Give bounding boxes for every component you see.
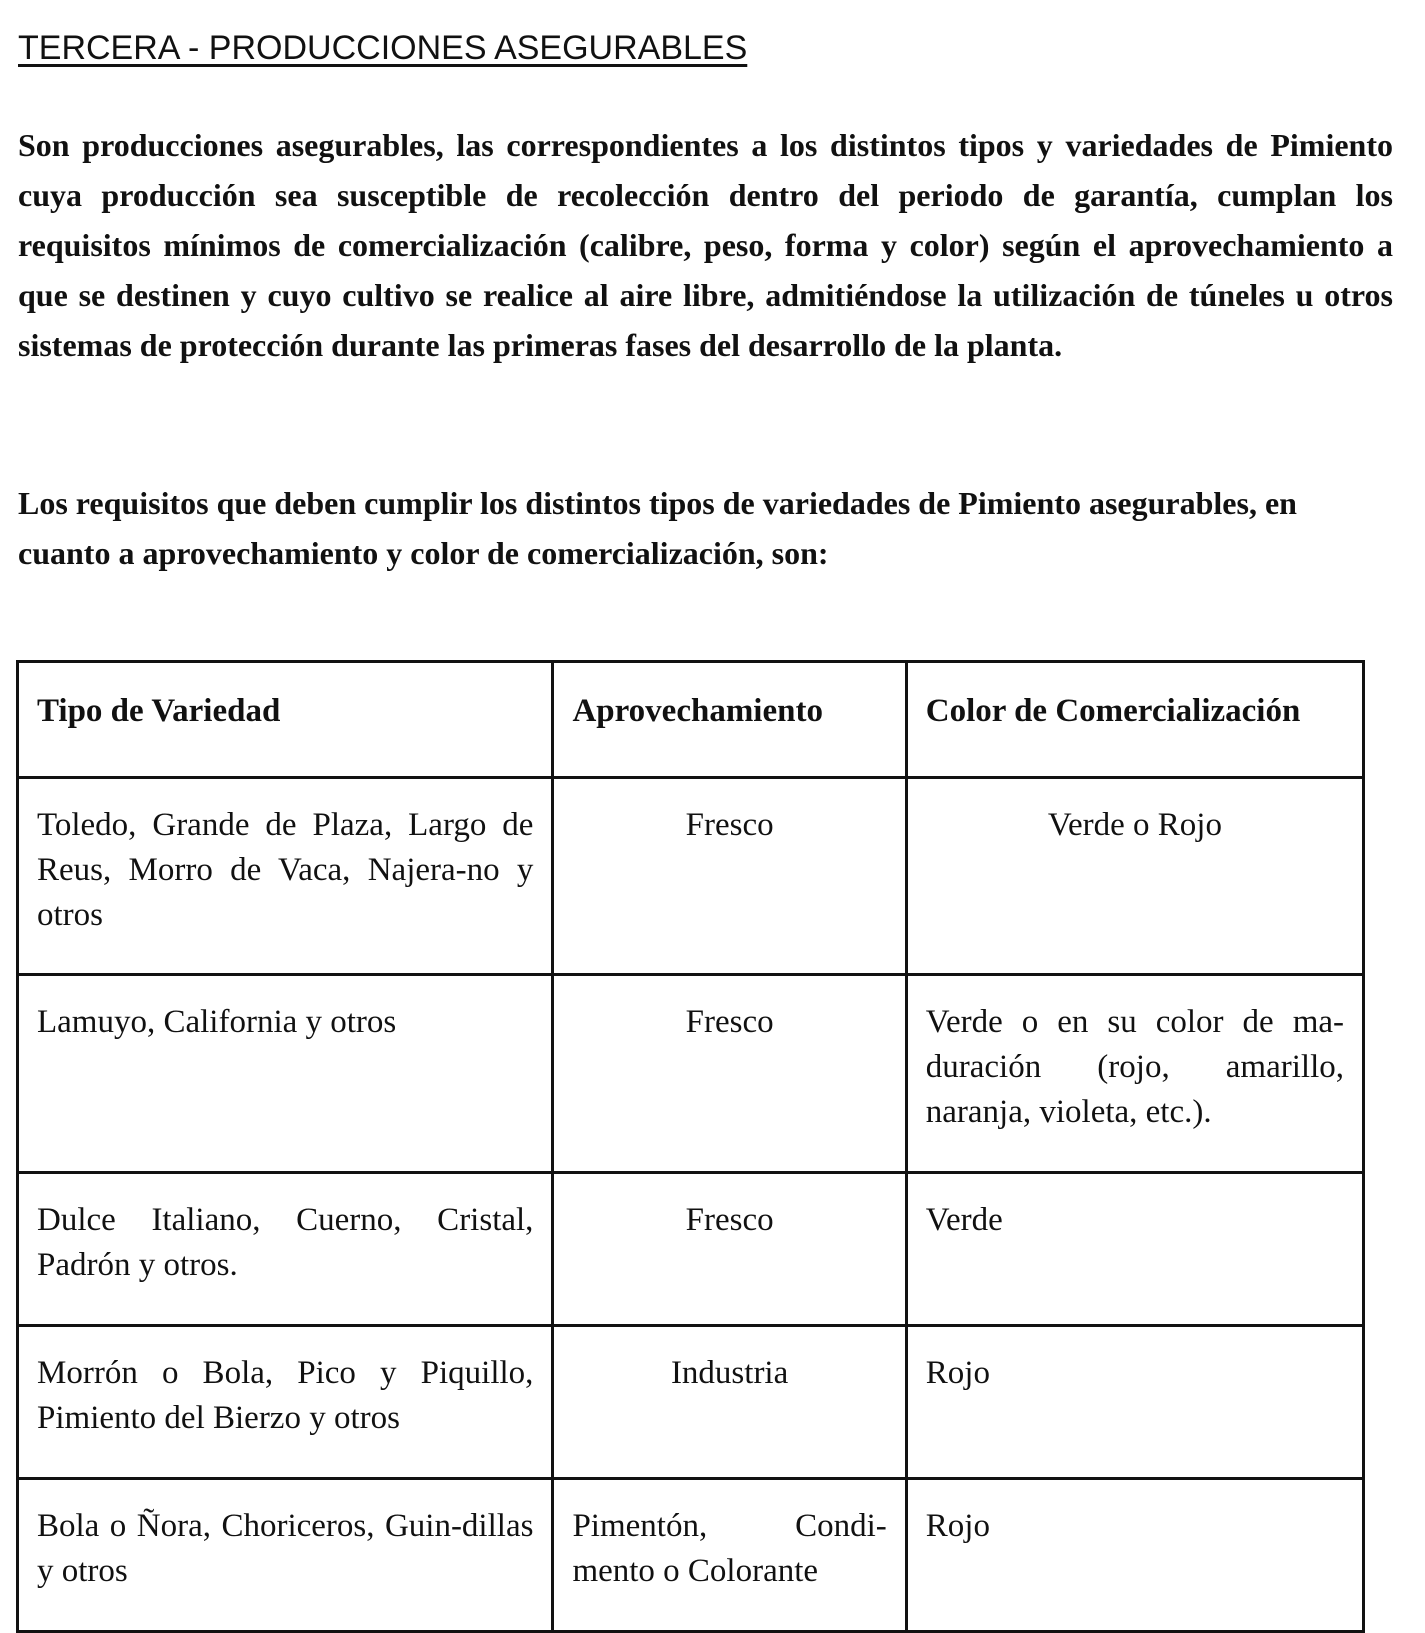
variety-cell: Dulce Italiano, Cuerno, Cristal, Padrón y otros. — [18, 1173, 553, 1326]
variety-cell: Lamuyo, California y otros — [18, 975, 553, 1173]
header-variety-type: Tipo de Variedad — [18, 662, 553, 778]
section-title: TERCERA - PRODUCCIONES ASEGURABLES — [18, 29, 748, 67]
varieties-table — [16, 660, 1365, 1633]
header-use: Aprovechamiento — [553, 662, 906, 778]
use-cell: Fresco — [553, 975, 906, 1173]
color-cell: Verde — [906, 1173, 1363, 1326]
table-row — [18, 1173, 1364, 1326]
header-commercial-color: Color de Comercialización — [906, 662, 1363, 778]
variety-cell: Morrón o Bola, Pico y Piquillo, Pimiento del Bierzo y otros — [18, 1326, 553, 1479]
color-cell: Verde o Rojo — [906, 778, 1363, 975]
use-cell: Industria — [553, 1326, 906, 1479]
use-cell: Fresco — [553, 778, 906, 975]
table-row — [18, 778, 1364, 975]
variety-cell: Toledo, Grande de Plaza, Largo de Reus, Morro de Vaca, Najera-no y otros — [18, 778, 553, 975]
table-header-row — [18, 662, 1364, 778]
table-row — [18, 975, 1364, 1173]
color-cell: Verde o en su color de ma-duración (rojo, amarillo, naranja, violeta, etc.). — [906, 975, 1363, 1173]
variety-cell: Bola o Ñora, Choriceros, Guin-dillas y otros — [18, 1479, 553, 1632]
table-row — [18, 1326, 1364, 1479]
use-cell: Pimentón, Condi-mento o Colorante — [553, 1479, 906, 1632]
use-cell: Fresco — [553, 1173, 906, 1326]
intro-paragraph: Son producciones asegurables, las correspondientes a los distintos tipos y variedades de Pimiento cuya producción sea susceptible de recolección dentro del periodo de garantía, cumplan los requisitos mínimos de comercialización (calibre, peso, forma y color) según el aprovechamiento a que se destinen y cuyo cultivo se realice al aire libre, admitiéndose la utilización de túneles u otros sistemas de protección durante las primeras fases del desarrollo de la planta. — [18, 127, 1393, 363]
color-cell: Rojo — [906, 1326, 1363, 1479]
color-cell: Rojo — [906, 1479, 1363, 1632]
table-row — [18, 1479, 1364, 1632]
requirements-paragraph: Los requisitos que deben cumplir los distintos tipos de variedades de Pimiento asegurables, en cuanto a aprovechamiento y color de comercialización, son: — [18, 485, 1297, 571]
